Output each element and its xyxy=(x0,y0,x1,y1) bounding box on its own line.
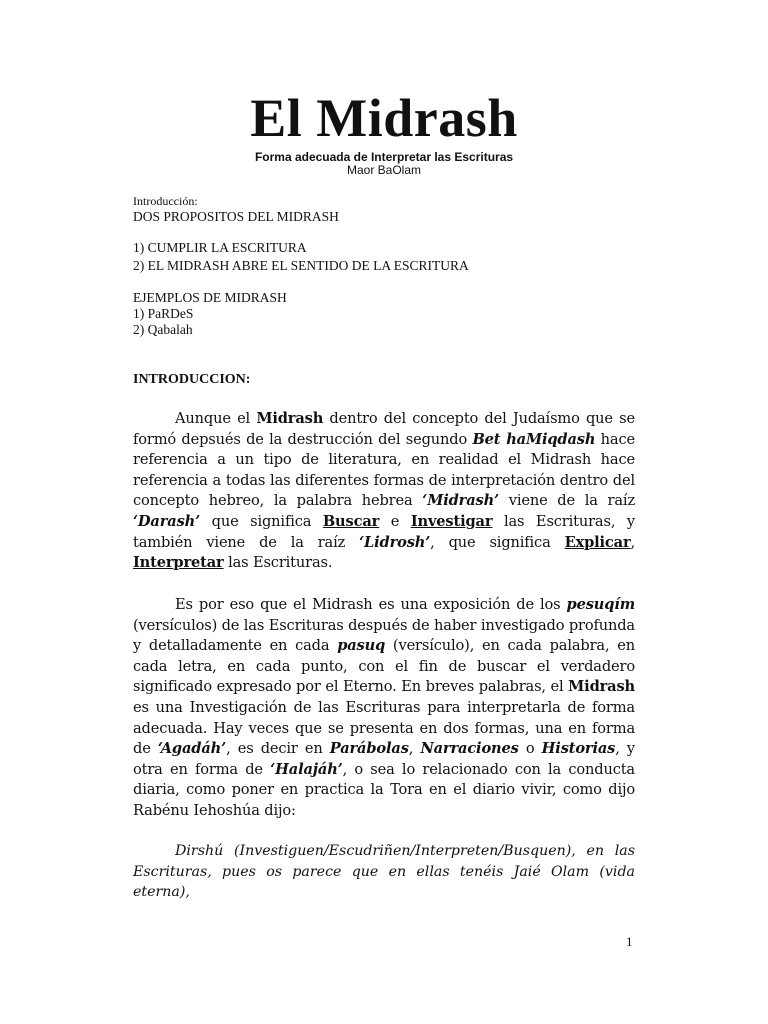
toc-example-1: 1) PaRDeS xyxy=(133,306,194,321)
section-heading: INTRODUCCION: xyxy=(133,372,251,387)
text: , que significa xyxy=(430,533,565,551)
text: es una Investigación de las Escrituras para interpretarla de forma adecuada. Hay veces que se presenta en dos formas, una en forma de xyxy=(133,698,635,758)
keyword: ‘Midrash’ xyxy=(422,492,499,510)
keyword: Narraciones xyxy=(420,740,519,758)
text: hace referencia a un tipo de literatura, en realidad el Midrash hace referencia a todas las diferentes formas de interpretación dentro del concepto hebreo, la palabra hebrea xyxy=(133,430,635,510)
keyword: pasuq xyxy=(337,637,386,655)
keyword: Historias xyxy=(541,740,616,758)
underlined-keyword: Investigar xyxy=(410,512,493,530)
text: , o sea lo relacionado con la conducta diaria, como poner en practica la Tora en el diario vivir, como dijo Rabénu Iehoshúa dijo: xyxy=(133,760,635,819)
body-paragraph-2 xyxy=(133,595,635,822)
text: dentro del concepto del Judaísmo que se formó depsués de la destrucción del segundo xyxy=(133,410,635,448)
document-title: El Midrash xyxy=(250,88,518,148)
keyword: ‘Darash’ xyxy=(133,512,201,530)
text: , es decir en xyxy=(226,740,330,758)
text: (versículos) de las Escrituras después de haber investigado profunda y detalladamente en cada xyxy=(133,616,635,655)
keyword: Parábolas xyxy=(329,740,409,758)
keyword: ‘Agadáh’ xyxy=(157,740,227,758)
scripture-quote: Dirshú (Investiguen/Escudriñen/Interpreten/Busquen), en las Escrituras, pues os parece que en ellas tenéis Jaié Olam (vida eterna), xyxy=(133,843,635,900)
toc-intro-label: Introducción: xyxy=(133,194,198,208)
keyword: Midrash xyxy=(256,410,324,427)
text: Es por eso que el Midrash es una exposición de los xyxy=(175,596,567,613)
text: viene de la raíz xyxy=(498,492,635,510)
keyword: Bet haMiqdash xyxy=(472,430,596,448)
text: Aunque el xyxy=(175,410,257,427)
underlined-keyword: Buscar xyxy=(322,512,380,530)
text: las Escrituras. xyxy=(223,554,333,572)
text: las Escrituras, y también viene de la raíz xyxy=(133,512,635,551)
text: (versículo), en cada palabra, en cada letra, en cada punto, con el fin de buscar el verdadero significado expresado por el Eterno. En breves palabras, el xyxy=(133,637,635,696)
toc-example-2: 2) Qabalah xyxy=(133,322,193,337)
keyword: Midrash xyxy=(568,678,635,696)
keyword: ‘Lidrosh’ xyxy=(359,533,431,551)
page-number: 1 xyxy=(626,934,633,949)
underlined-keyword: Explicar xyxy=(564,533,631,551)
keyword: ‘Halajáh’ xyxy=(270,760,343,778)
text: que significa xyxy=(200,512,323,530)
text: , xyxy=(408,740,421,758)
underlined-keyword: Interpretar xyxy=(133,554,224,572)
toc-purpose-1: 1) CUMPLIR LA ESCRITURA xyxy=(133,240,307,255)
document-author: Maor BaOlam xyxy=(346,163,422,177)
text: e xyxy=(379,512,411,530)
toc-intro-item: DOS PROPOSITOS DEL MIDRASH xyxy=(133,209,339,224)
toc-examples-label: EJEMPLOS DE MIDRASH xyxy=(133,290,287,305)
keyword: pesuqím xyxy=(566,596,635,613)
text: , y otra en forma de xyxy=(133,740,635,778)
document-subtitle: Forma adecuada de Interpretar las Escrituras xyxy=(254,150,514,164)
text: o xyxy=(518,740,542,758)
toc-purpose-2: 2) EL MIDRASH ABRE EL SENTIDO DE LA ESCRITURA xyxy=(133,258,469,273)
text: , xyxy=(630,533,636,551)
body-paragraph-1 xyxy=(133,409,635,574)
